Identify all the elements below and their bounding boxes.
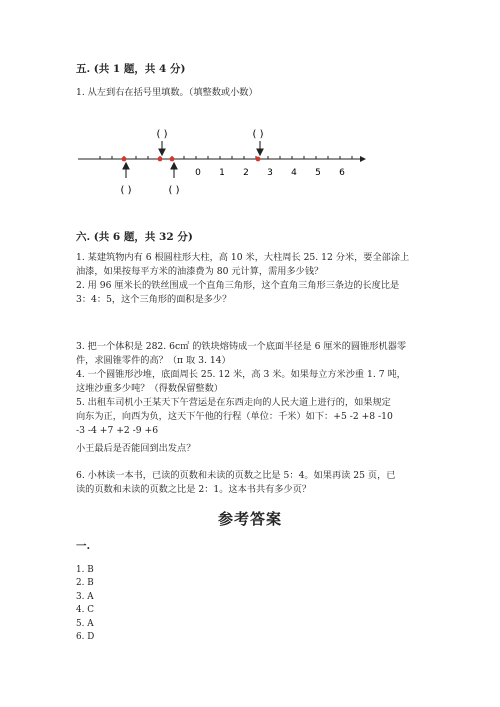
question-line: -3 -4 +7 +2 -9 +6 <box>76 425 159 436</box>
marker-point <box>158 157 163 162</box>
number-line-figure <box>70 120 370 202</box>
tick-label: 0 <box>195 168 201 178</box>
question-line: 这堆沙重多少吨？（得数保留整数） <box>76 383 223 394</box>
up-arrow-icon <box>123 163 177 178</box>
question-line: 1. 某建筑物内有 6 根圆柱形大柱，高 10 米，大柱周长 25. 12 分米，要全部涂上 <box>76 252 410 263</box>
tick-label: 3 <box>267 168 273 178</box>
section-5-heading: 五. (共 1 题，共 4 分) <box>76 63 186 75</box>
answer-blank: ( ) <box>120 185 132 196</box>
marker-point <box>256 157 261 162</box>
question-line: 向东为正，向西为负，这天下午他的行程（单位：千米）如下：+5 -2 +8 -10 <box>76 411 393 422</box>
answer-item: 3. A <box>76 591 94 602</box>
marker-point <box>122 157 127 162</box>
questions-3-5 <box>76 340 406 438</box>
section-6-heading: 六. (共 6 题，共 32 分) <box>76 231 193 243</box>
answer-item: 2. B <box>76 578 94 589</box>
number-line <box>78 156 366 162</box>
question-line: 6. 小林读一本书，已读的页数和未读的页数之比是 5：4。如果再读 25 页，已 <box>76 470 396 481</box>
question-line: 5. 出租车司机小王某天下午营运是在东西走向的人民大道上进行的，如果规定 <box>76 397 391 408</box>
tick-label: 5 <box>315 168 321 178</box>
question-line: 3：4：5，这个三角形的面积是多少？ <box>76 294 232 305</box>
question-line: 件，求圆锥零件的高？（π 取 3. 14） <box>76 355 231 366</box>
answer-item: 5. A <box>76 618 94 629</box>
questions-1-2 <box>76 251 409 307</box>
question-1-text: 1. 从左到右在括号里填数。（填整数或小数） <box>76 87 258 98</box>
question-line: 4. 一个圆锥形沙堆，底面周长 25. 12 米，高 3 米。如果每立方米沙重 1. 7 吨， <box>76 369 406 380</box>
tick-label: 6 <box>339 168 345 178</box>
down-arrow-icon <box>159 141 263 155</box>
answer-item: 4. C <box>76 605 94 616</box>
answers-part-heading: 一. <box>76 540 91 552</box>
question-line: 2. 用 96 厘米长的铁丝围成一个直角三角形，这个直角三角形三条边的长度比是 <box>76 280 400 291</box>
answer-item: 1. B <box>76 565 94 575</box>
question-line: 读的页数和未读的页数之比是 2：1。这本书共有多少页？ <box>76 484 312 495</box>
answer-blank: ( ) <box>252 129 264 140</box>
answer-blank: ( ) <box>168 185 180 196</box>
question-5-ask: 小王最后是否能回到出发点？ <box>76 443 196 454</box>
tick-label: 1 <box>219 168 225 178</box>
marker-point <box>170 157 175 162</box>
answer-list <box>76 564 94 644</box>
tick-label: 4 <box>291 168 297 178</box>
number-line-arrow-icon <box>360 156 366 162</box>
answer-item: 6. D <box>76 632 95 643</box>
question-line: 3. 把一个体积是 282. 6c㎡ 的铁块熔铸成一个底面半径是 6 厘米的圆锥形机器零 <box>76 341 407 352</box>
question-line: 油漆，如果按每平方米的油漆费为 80 元计算，需用多少钱？ <box>76 266 324 277</box>
tick-label: 2 <box>243 168 249 178</box>
answer-blank: ( ) <box>156 129 168 140</box>
answers-title: 参考答案 <box>217 510 282 528</box>
question-6 <box>76 469 395 497</box>
